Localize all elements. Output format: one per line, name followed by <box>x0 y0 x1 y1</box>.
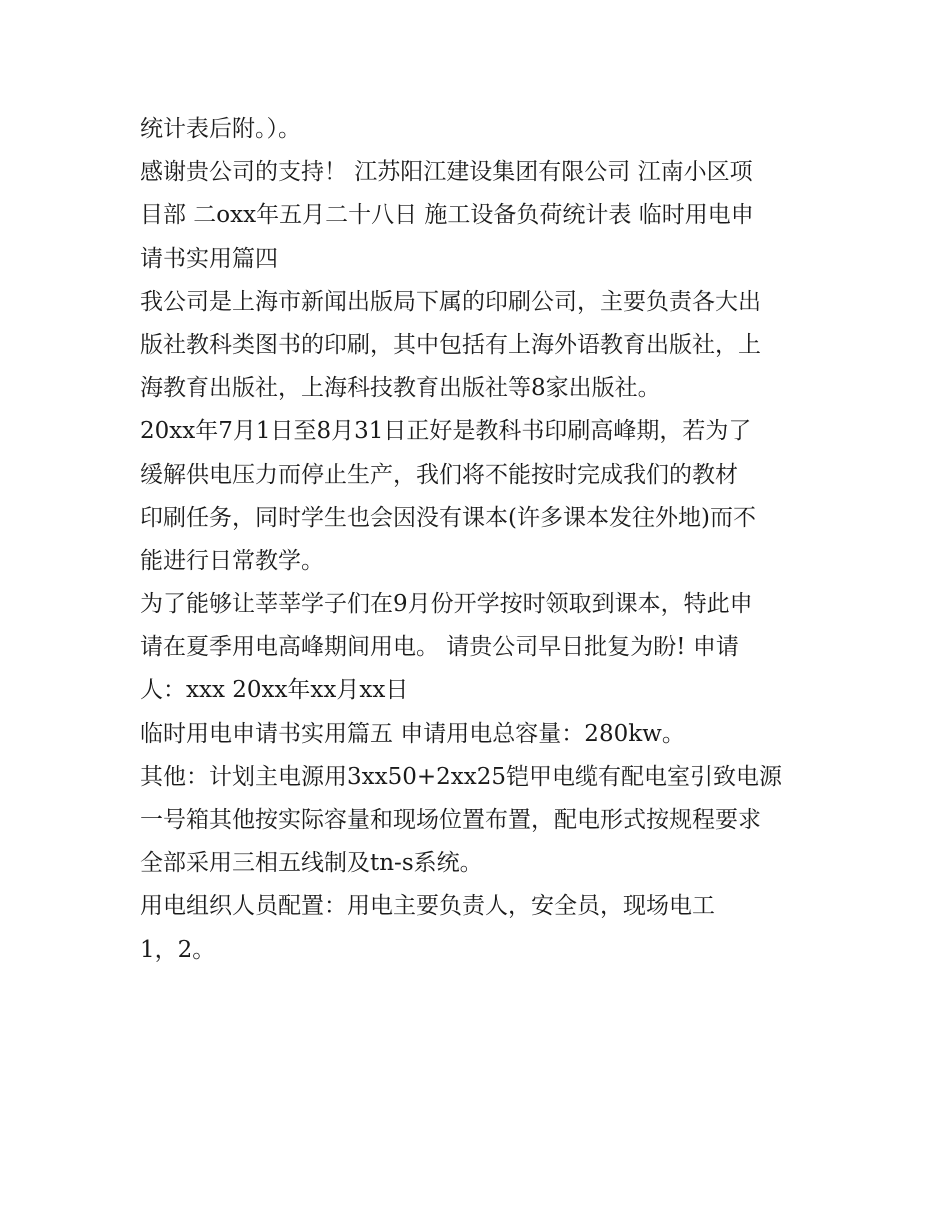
text-line: 用电组织人员配置：用电主要负责人，安全员，现场电工 <box>140 893 715 920</box>
text-line: 我公司是上海市新闻出版局下属的印刷公司，主要负责各大出 <box>140 288 761 315</box>
text-line: 全部采用三相五线制及tn-s系统。 <box>140 850 483 877</box>
text-line: 其他：计划主电源用3xx50+2xx25铠甲电缆有配电室引致电源 <box>140 763 782 790</box>
text-line: 缓解供电压力而停止生产，我们将不能按时完成我们的教材 <box>140 461 738 488</box>
text-line: 感谢贵公司的支持！ 江苏阳江建设集团有限公司 江南小区项 <box>140 159 753 186</box>
text-line: 人：xxx 20xx年xx月xx日 <box>140 677 409 704</box>
text-line: 1，2。 <box>140 936 216 963</box>
text-line: 统计表后附。）。 <box>140 116 301 142</box>
text-line: 版社教科类图书的印刷，其中包括有上海外语教育出版社，上 <box>140 331 761 358</box>
text-line: 临时用电申请书实用篇五 申请用电总容量：280kw。 <box>140 720 685 747</box>
text-line: 请在夏季用电高峰期间用电。 请贵公司早日批复为盼! 申请 <box>140 634 739 661</box>
text-line: 20xx年7月1日至8月31日正好是教科书印刷高峰期，若为了 <box>140 418 752 445</box>
text-line: 请书实用篇四 <box>140 245 278 272</box>
text-line: 能进行日常教学。 <box>140 547 324 574</box>
text-line: 印刷任务，同时学生也会因没有课本(许多课本发往外地)而不 <box>140 504 756 531</box>
text-line: 为了能够让莘莘学子们在9月份开学按时领取到课本，特此申 <box>140 591 753 618</box>
text-line: 目部 二oxx年五月二十八日 施工设备负荷统计表 临时用电申 <box>140 202 754 229</box>
text-line: 一号箱其他按实际容量和现场位置布置，配电形式按规程要求 <box>140 807 761 833</box>
text-line: 海教育出版社，上海科技教育出版社等8家出版社。 <box>140 375 661 402</box>
document-body <box>140 108 830 972</box>
